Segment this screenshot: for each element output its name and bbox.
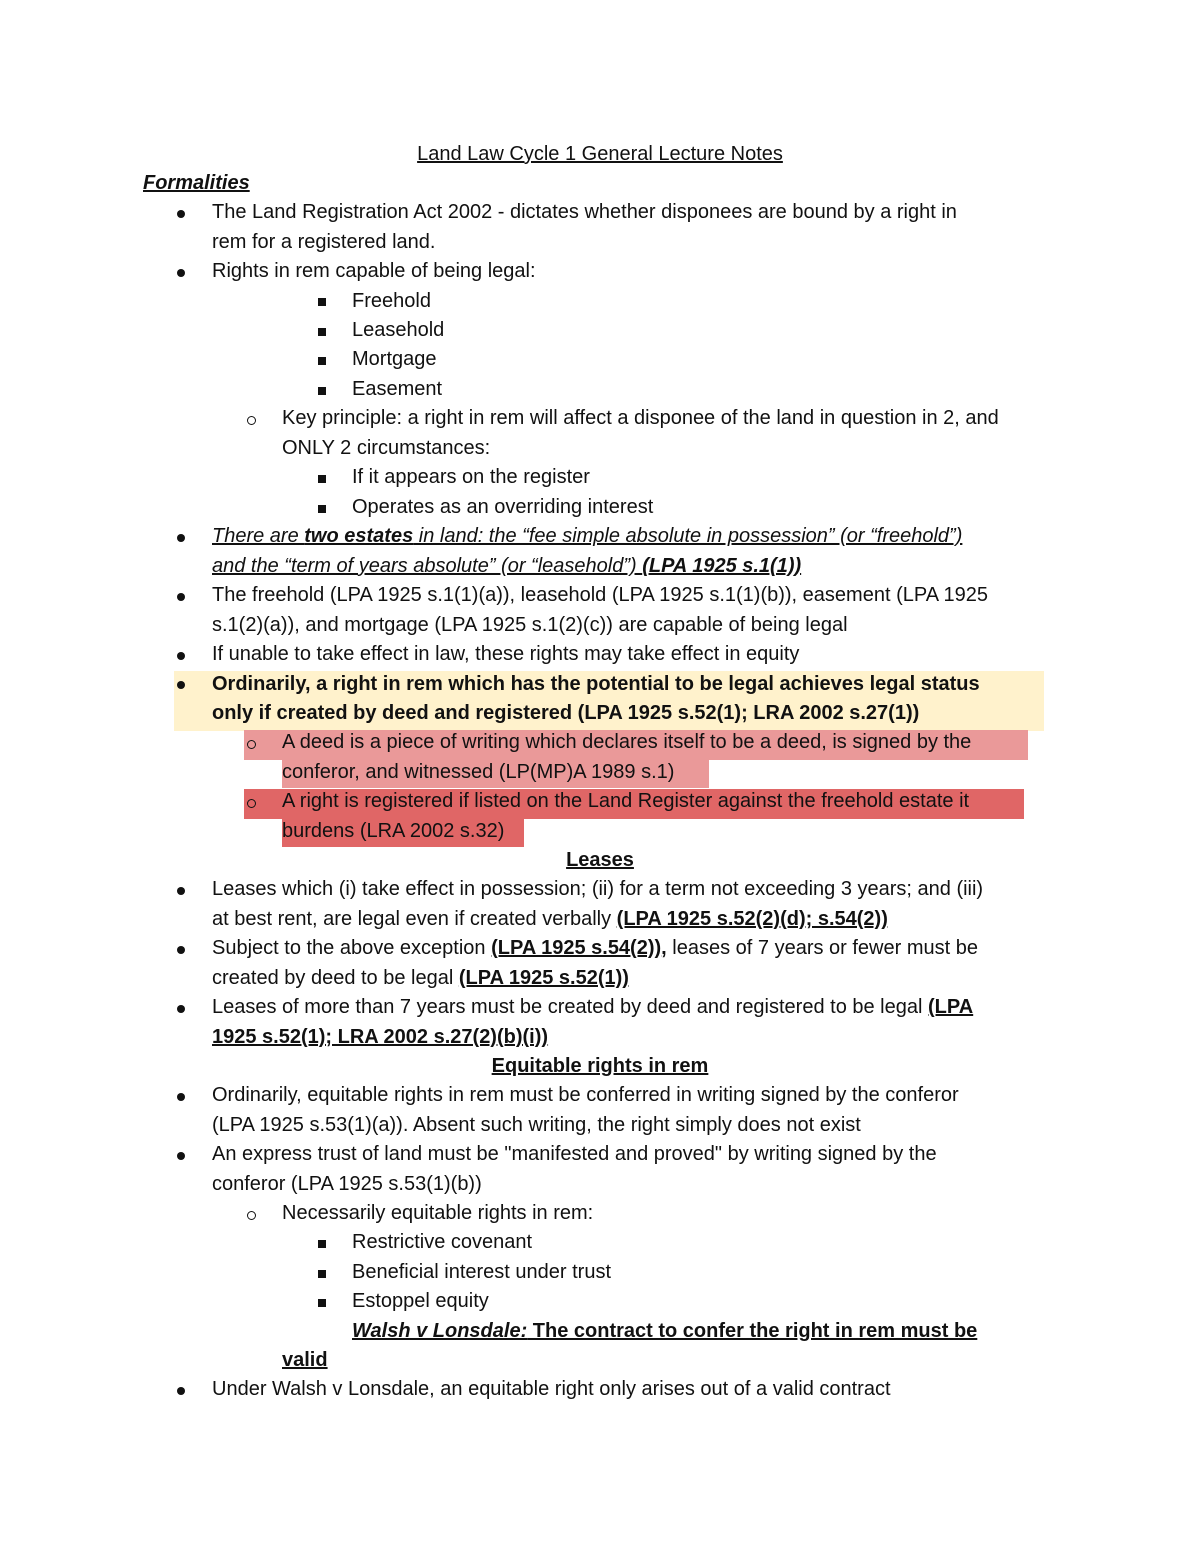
bullet-disc <box>177 1387 185 1395</box>
text-run: leases of 7 years or fewer must be <box>666 937 978 959</box>
bullet-square <box>318 357 326 365</box>
bullet-disc <box>177 1005 185 1013</box>
list-item-text: Leases which (i) take effect in possession; (ii) for a term not exceeding 3 years; and (iii) <box>212 878 984 900</box>
list-item-text: Operates as an overriding interest <box>352 496 654 518</box>
text-run: and the “term of years absolute” (or “leasehold”) <box>212 555 643 577</box>
bullet-square <box>318 387 326 395</box>
list-item-text <box>212 964 629 994</box>
list-item-text: Key principle: a right in rem will affect a disponee of the land in question in 2, and <box>282 407 999 429</box>
bullet-disc <box>177 1093 185 1101</box>
bullet-disc <box>177 1152 185 1160</box>
text-run: in land: the “fee simple absolute in possession” (or “freehold”) <box>413 525 963 547</box>
list-item-text <box>212 552 801 582</box>
bullet-disc <box>177 534 185 542</box>
citation: (LPA 1925 s.52(2)(d); s.54(2)) <box>616 908 888 930</box>
citation: (LPA <box>928 996 974 1018</box>
list-item-text: Rights in rem capable of being legal: <box>212 260 536 282</box>
list-item-text: s.1(2)(a)), and mortgage (LPA 1925 s.1(2)(c)) are capable of being legal <box>212 614 848 636</box>
list-item-text: Easement <box>352 378 443 400</box>
list-item-text: Under Walsh v Lonsdale, an equitable right only arises out of a valid contract <box>212 1378 891 1400</box>
text-run: created by deed to be legal <box>212 967 459 989</box>
list-item-text: Mortgage <box>352 348 437 370</box>
list-item-text: Estoppel equity <box>352 1290 489 1312</box>
bullet-disc <box>177 593 185 601</box>
bullet-circle <box>247 799 256 808</box>
section-heading-formalities: Formalities <box>143 172 250 194</box>
list-item-text: only if created by deed and registered (LPA 1925 s.52(1); LRA 2002 s.27(1)) <box>212 702 920 724</box>
list-item-text: Freehold <box>352 290 431 312</box>
section-heading-leases: Leases <box>566 849 634 871</box>
bullet-disc <box>177 210 185 218</box>
bullet-square <box>318 475 326 483</box>
bullet-square <box>318 298 326 306</box>
list-item-text: conferor (LPA 1925 s.53(1)(b)) <box>212 1173 482 1195</box>
list-item-text: The freehold (LPA 1925 s.1(1)(a)), leasehold (LPA 1925 s.1(1)(b)), easement (LPA 1925 <box>212 584 988 606</box>
bullet-square <box>318 1270 326 1278</box>
list-item-text: ONLY 2 circumstances: <box>282 437 491 459</box>
citation: (LPA 1925 s.1(1)) <box>642 555 802 577</box>
list-item-text: rem for a registered land. <box>212 231 436 253</box>
list-item-text <box>212 905 888 935</box>
case-note <box>352 1317 977 1347</box>
list-item-text: The Land Registration Act 2002 - dictates whether disponees are bound by a right in <box>212 201 957 223</box>
list-item-text: Necessarily equitable rights in rem: <box>282 1202 594 1224</box>
list-item-text: An express trust of land must be "manifested and proved" by writing signed by the <box>212 1143 937 1165</box>
list-item-text: conferor, and witnessed (LP(MP)A 1989 s.1) <box>282 761 675 783</box>
text-run: Subject to the above exception <box>212 937 492 959</box>
text-run-bold: two estates <box>304 525 414 547</box>
text-run: There are <box>212 525 305 547</box>
bullet-disc <box>177 946 185 954</box>
list-item-text: If unable to take effect in law, these rights may take effect in equity <box>212 643 800 665</box>
bullet-square <box>318 328 326 336</box>
document-title: Land Law Cycle 1 General Lecture Notes <box>417 143 783 165</box>
list-item-text: Ordinarily, equitable rights in rem must be conferred in writing signed by the conferor <box>212 1084 959 1106</box>
list-item-text: (LPA 1925 s.53(1)(a)). Absent such writing, the right simply does not exist <box>212 1114 861 1136</box>
bullet-disc <box>177 681 185 689</box>
section-heading-equitable: Equitable rights in rem <box>491 1055 709 1077</box>
bullet-square <box>318 1240 326 1248</box>
list-item-text: If it appears on the register <box>352 466 590 488</box>
bullet-circle <box>247 416 256 425</box>
list-item-text: Restrictive covenant <box>352 1231 533 1253</box>
list-item-text: Ordinarily, a right in rem which has the potential to be legal achieves legal status <box>212 673 980 695</box>
bullet-disc <box>177 269 185 277</box>
list-item-text: Leasehold <box>352 319 445 341</box>
list-item-text: Beneficial interest under trust <box>352 1261 612 1283</box>
bullet-circle <box>247 740 256 749</box>
bullet-square <box>318 1299 326 1307</box>
case-note: valid <box>282 1349 328 1371</box>
case-name: Walsh v Lonsdale: <box>352 1320 528 1342</box>
list-item-text: A deed is a piece of writing which declares itself to be a deed, is signed by the <box>282 731 972 753</box>
citation: (LPA 1925 s.54(2)) <box>491 937 662 959</box>
text-run: at best rent, are legal even if created verbally <box>212 908 617 930</box>
text-run: The contract to confer the right in rem must be <box>527 1320 978 1342</box>
text-run: Leases of more than 7 years must be created by deed and registered to be legal <box>212 996 928 1018</box>
list-item-text: A right is registered if listed on the Land Register against the freehold estate it <box>282 790 970 812</box>
bullet-disc <box>177 887 185 895</box>
list-item-text: burdens (LRA 2002 s.32) <box>282 820 505 842</box>
text-run: , <box>661 937 667 959</box>
bullet-square <box>318 505 326 513</box>
list-item-text <box>212 934 978 964</box>
citation: (LPA 1925 s.52(1)) <box>458 967 629 989</box>
list-item-text <box>212 522 962 552</box>
bullet-disc <box>177 652 185 660</box>
bullet-circle <box>247 1211 256 1220</box>
citation: 1925 s.52(1); LRA 2002 s.27(2)(b)(i)) <box>212 1026 549 1048</box>
list-item-text <box>212 993 973 1023</box>
